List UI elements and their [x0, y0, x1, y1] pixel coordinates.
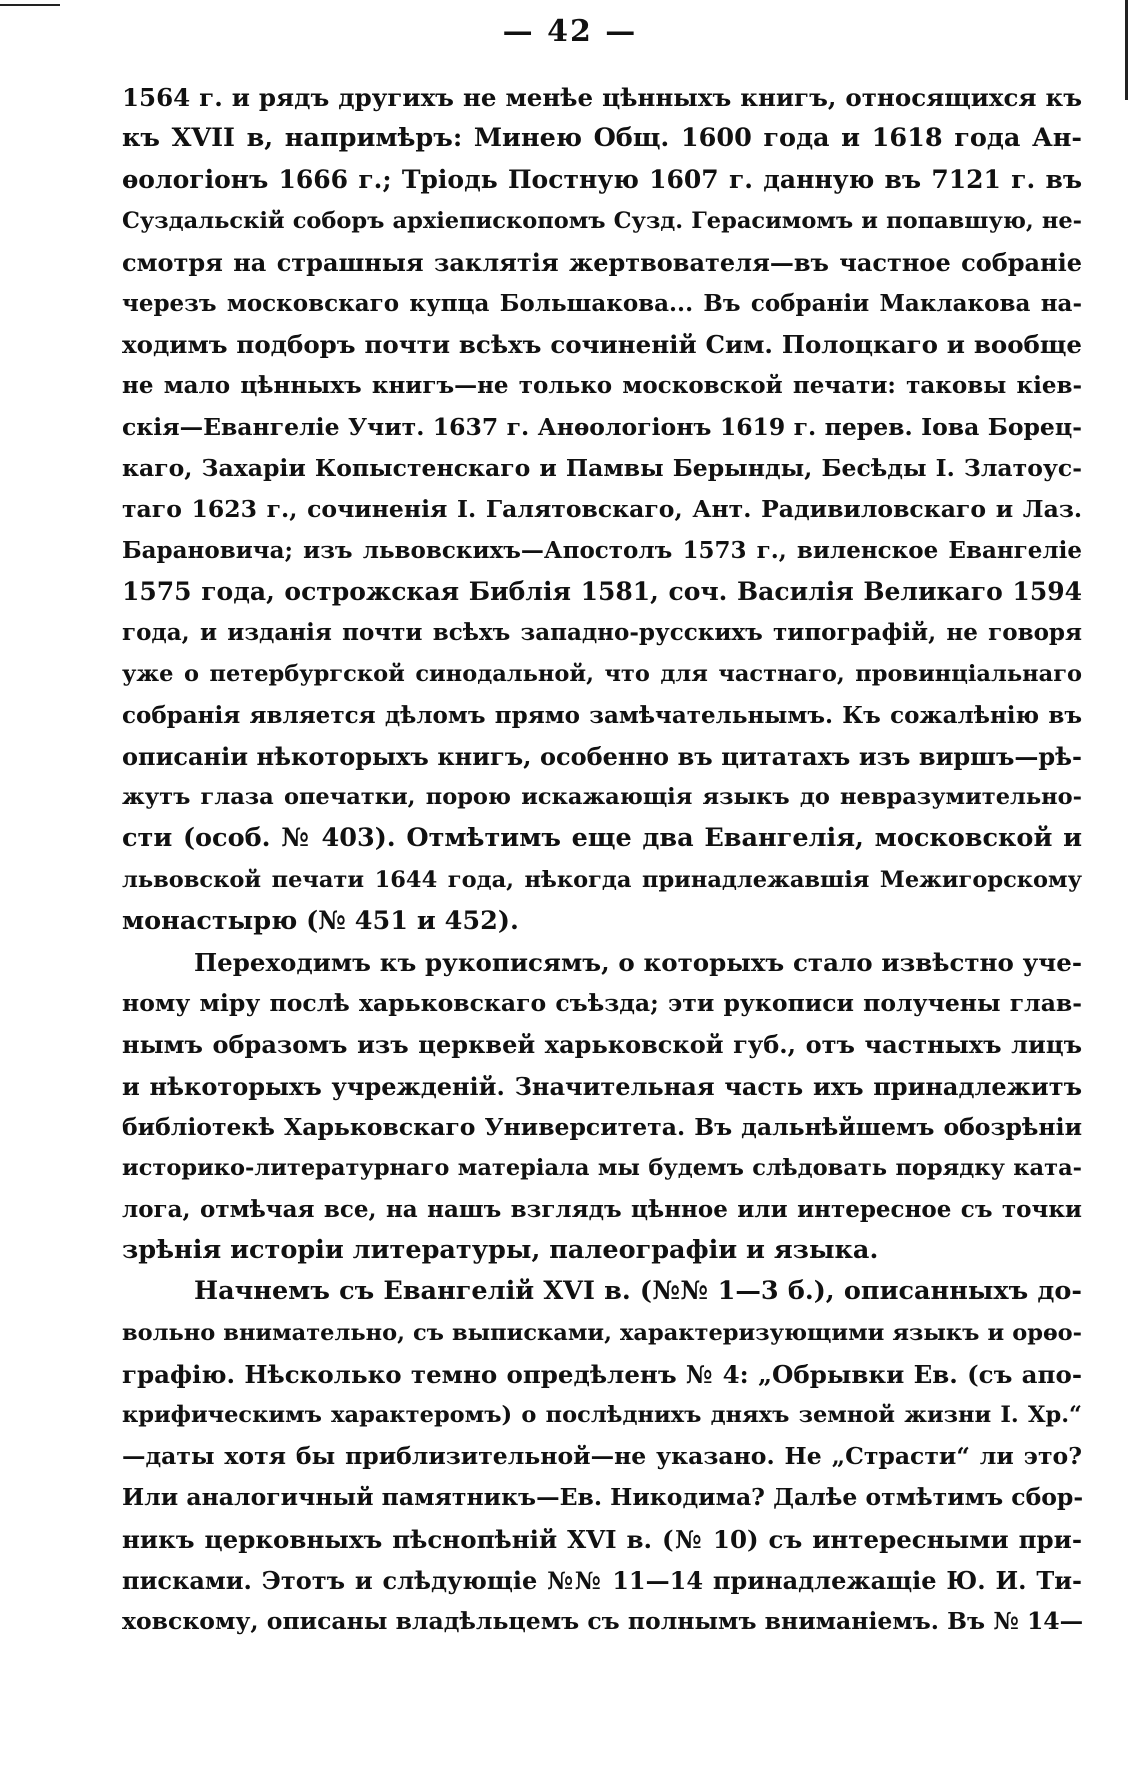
text-line: Барановича; изъ львовскихъ—Апостолъ 1573 г., виленское Евангеліе — [122, 537, 1082, 565]
text-line: крифическимъ характеромъ) о послѣднихъ дняхъ земной жизни І. Хр.“ — [122, 1402, 1082, 1428]
text-line: ховскому, описаны владѣльцемъ съ полнымъ вниманіемъ. Въ № 14— — [122, 1606, 1084, 1635]
text-line: и нѣкоторыхъ учрежденій. Значительная часть ихъ принадлежитъ — [122, 1071, 1082, 1101]
text-line: лога, отмѣчая все, на нашъ взглядъ цѣнное или интересное съ точки — [122, 1196, 1082, 1224]
text-line: писками. Этотъ и слѣдующіе №№ 11—14 принадлежащіе Ю. И. Ти- — [122, 1565, 1082, 1595]
text-line: Или аналогичный памятникъ—Ев. Никодима? Далѣе отмѣтимъ сбор- — [122, 1483, 1084, 1512]
text-line: 1575 года, острожская Библія 1581, соч. Василія Великаго 1594 — [122, 577, 1082, 607]
text-line: Суздальскій соборъ архіепископомъ Сузд. Герасимомъ и попавшую, не- — [122, 207, 1082, 234]
text-line: вольно внимательно, съ выписками, характеризующими языкъ и орѳо- — [122, 1319, 1082, 1346]
text-line: сти (особ. № 403). Отмѣтимъ еще два Евангелія, московской и — [122, 823, 1082, 854]
text-line: смотря на страшныя заклятія жертвователя—въ частное собраніе — [122, 247, 1082, 277]
text-line: ному міру послѣ харьковскаго съѣзда; эти рукописи получены глав- — [122, 989, 1082, 1018]
text-line: собранія является дѣломъ прямо замѣчательнымъ. Къ сожалѣнію въ — [122, 701, 1082, 729]
text-line: жутъ глаза опечатки, порою искажающія языкъ до невразумительно- — [122, 784, 1082, 811]
text-line: не мало цѣнныхъ книгъ—не только московской печати: таковы кіев- — [122, 372, 1082, 400]
text-line: львовской печати 1644 года, нѣкогда принадлежавшія Межигорскому — [122, 866, 1082, 893]
text-line: Переходимъ къ рукописямъ, о которыхъ стало извѣстно уче- — [194, 947, 1082, 977]
text-line: Начнемъ съ Евангелій XVI в. (№№ 1—3 б.), описанныхъ до- — [194, 1276, 1082, 1307]
text-line: каго, Захаріи Копыстенскаго и Памвы Берынды, Бесѣды І. Златоус- — [122, 453, 1082, 482]
text-line: черезъ московскаго купца Большакова... Въ собраніи Маклакова на- — [122, 289, 1082, 317]
text-line: библіотекѣ Харьковскаго Университета. Въ дальнѣйшемъ обозрѣніи — [122, 1112, 1082, 1141]
text-line: года, и изданія почти всѣхъ западно-русскихъ типографій, не говоря — [122, 619, 1082, 647]
text-line: къ XVII в, напримѣръ: Минею Общ. 1600 года и 1618 года Ан- — [122, 123, 1082, 154]
text-line: —даты хотя бы приблизительной—не указано. Не „Страсти“ ли это? — [122, 1442, 1082, 1471]
text-body — [122, 77, 1082, 1642]
text-line: зрѣнія исторіи литературы, палеографіи и языка. — [122, 1235, 879, 1266]
scan-edge-mark-top — [0, 4, 60, 6]
text-line: таго 1623 г., сочиненія І. Галятовскаго, Ант. Радивиловскаго и Лаз. — [122, 494, 1082, 523]
text-line: историко-литературнаго матеріала мы будемъ слѣдовать порядку ката- — [122, 1154, 1082, 1181]
page-number: — 42 — — [502, 14, 638, 49]
text-line: ходимъ подборъ почти всѣхъ сочиненій Сим. Полоцкаго и вообще — [122, 330, 1082, 360]
text-line: уже о петербургской синодальной, что для частнаго, провинціальнаго — [122, 660, 1082, 687]
text-line: скія—Евангеліе Учит. 1637 г. Анѳологіонъ 1619 г. перев. Іова Борец- — [122, 412, 1082, 441]
text-line: графію. Нѣсколько темно опредѣленъ № 4: „Обрывки Ев. (съ апо- — [122, 1359, 1082, 1389]
text-line: нымъ образомъ изъ церквей харьковской губ., отъ частныхъ лицъ — [122, 1030, 1082, 1060]
text-line: никъ церковныхъ пѣснопѣній XVI в. (№ 10) съ интересными при- — [122, 1524, 1082, 1554]
text-line: описаніи нѣкоторыхъ книгъ, особенно въ цитатахъ изъ виршъ—рѣ- — [122, 742, 1082, 771]
text-line: 1564 г. и рядъ другихъ не менѣе цѣнныхъ книгъ, относящихся къ — [122, 83, 1082, 112]
text-line: ѳологіонъ 1666 г.; Тріодь Постную 1607 г. данную въ 7121 г. въ — [122, 165, 1082, 195]
text-line: монастырю (№ 451 и 452). — [122, 905, 519, 936]
